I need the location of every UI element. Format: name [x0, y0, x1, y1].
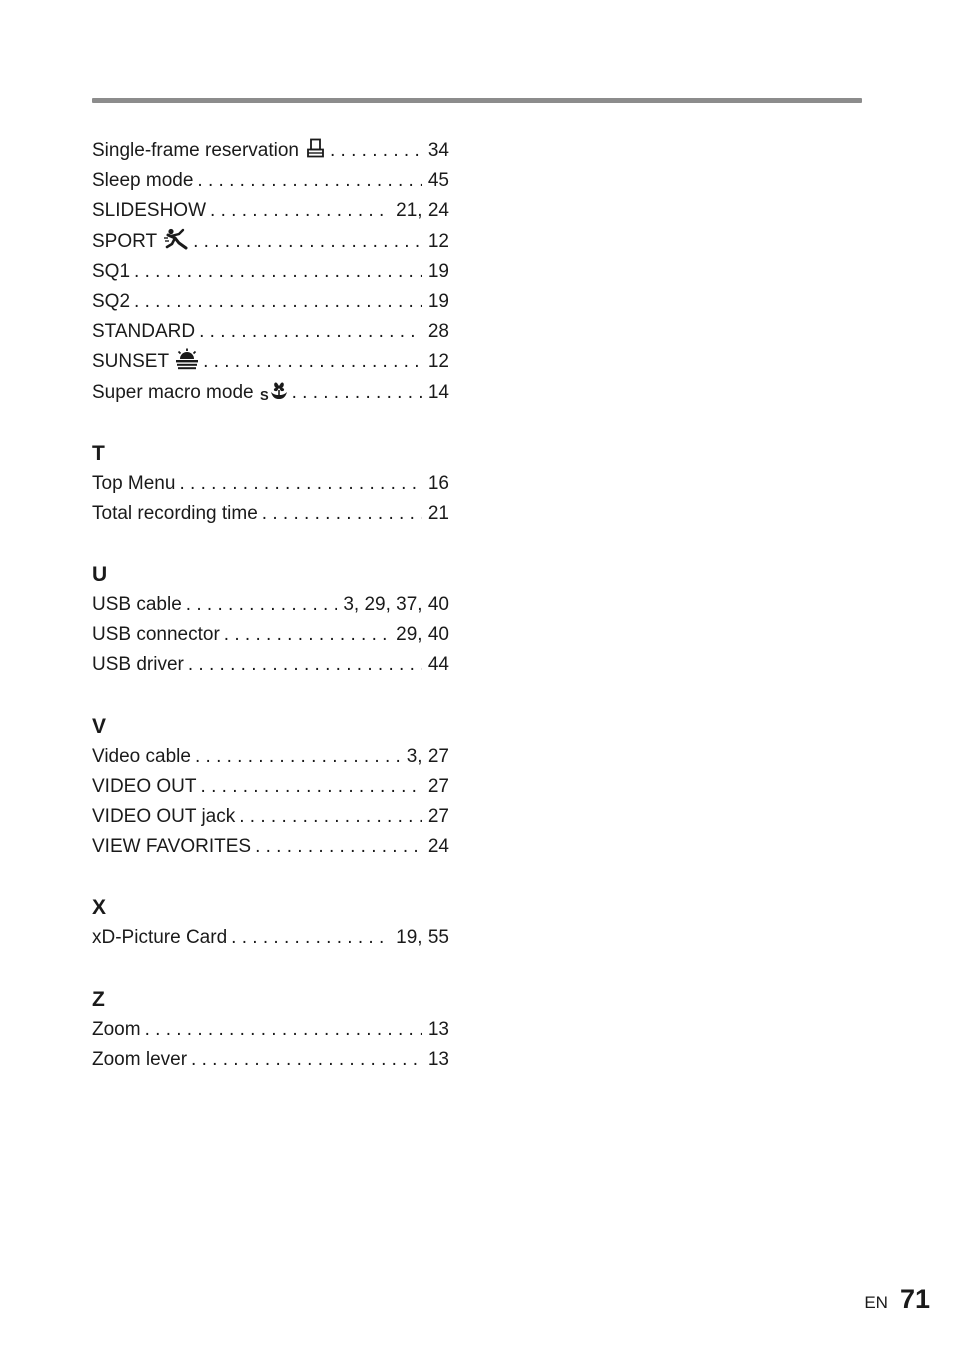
index-pages: 16 — [427, 472, 449, 494]
print-reservation-icon — [305, 138, 326, 169]
dot-leader — [224, 620, 390, 650]
index-pages: 3, 27 — [406, 745, 449, 767]
index-section-x — [92, 893, 449, 953]
index-section-s — [92, 136, 449, 408]
header-rule — [92, 98, 862, 103]
index-entry — [92, 832, 449, 862]
index-entry — [92, 802, 449, 832]
index-section-z — [92, 985, 449, 1075]
index-term: USB cable — [92, 594, 182, 616]
index-entry — [92, 166, 449, 196]
index-entry — [92, 590, 449, 620]
dot-leader — [199, 317, 422, 347]
dot-leader — [292, 378, 422, 408]
index-column — [92, 136, 449, 1075]
dot-leader — [210, 196, 390, 226]
dot-leader — [134, 287, 422, 317]
index-pages: 19 — [427, 260, 449, 282]
index-term: SPORT — [92, 227, 189, 260]
index-pages: 34 — [427, 140, 449, 161]
section-letter: V — [92, 714, 107, 738]
index-term: SQ2 — [92, 290, 131, 312]
index-term: Top Menu — [92, 472, 176, 494]
index-entry — [92, 317, 449, 347]
index-term: SUNSET — [92, 347, 199, 380]
dot-leader — [255, 832, 422, 862]
index-pages: 28 — [427, 321, 449, 343]
section-letter: Z — [92, 987, 105, 1011]
section-letter: X — [92, 896, 107, 920]
index-pages: 13 — [427, 1048, 449, 1070]
index-entry — [92, 378, 449, 408]
index-term: Zoom lever — [92, 1048, 188, 1070]
index-pages: 24 — [427, 836, 449, 858]
index-term: STANDARD — [92, 321, 196, 343]
index-term: Single-frame reservation — [92, 136, 326, 169]
index-term: VIDEO OUT jack — [92, 806, 236, 827]
index-pages: 3, 29, 37, 40 — [343, 594, 449, 616]
index-entry — [92, 469, 449, 499]
dot-leader — [193, 227, 422, 257]
page-number: 71 — [899, 1284, 930, 1314]
index-pages: 29, 40 — [396, 624, 449, 646]
dot-leader — [201, 772, 422, 802]
dot-leader — [188, 650, 422, 680]
index-pages: 44 — [427, 654, 449, 676]
index-entry — [92, 196, 449, 226]
index-pages: 12 — [427, 230, 449, 252]
index-section-u — [92, 560, 449, 681]
dot-leader — [134, 257, 422, 287]
index-term: Sleep mode — [92, 170, 194, 192]
dot-leader — [186, 590, 338, 620]
index-pages: 27 — [427, 806, 449, 827]
index-entry — [92, 136, 449, 166]
index-term: SQ1 — [92, 260, 131, 282]
index-entry — [92, 227, 449, 257]
index-term: VIEW FAVORITES — [92, 836, 252, 858]
index-pages: 13 — [427, 1018, 449, 1040]
index-entry — [92, 620, 449, 650]
index-pages: 21, 24 — [396, 200, 449, 222]
index-term: SLIDESHOW — [92, 200, 207, 222]
index-pages: 27 — [427, 775, 449, 797]
language-label: EN — [864, 1293, 888, 1312]
index-entry — [92, 499, 449, 529]
index-pages: 45 — [427, 170, 449, 192]
index-entry — [92, 347, 449, 377]
index-term: Total recording time — [92, 502, 258, 524]
page-footer — [864, 1284, 930, 1315]
dot-leader — [195, 742, 401, 772]
index-entry — [92, 287, 449, 317]
dot-leader — [239, 802, 422, 832]
svg-text:S: S — [259, 387, 269, 401]
dot-leader — [203, 347, 422, 377]
dot-leader — [179, 469, 421, 499]
index-entry — [92, 923, 449, 953]
dot-leader — [231, 923, 390, 953]
index-term: Zoom — [92, 1018, 141, 1040]
sport-mode-icon — [163, 228, 189, 260]
index-pages: 19, 55 — [396, 927, 449, 949]
section-letter: T — [92, 441, 105, 465]
sunset-mode-icon — [175, 348, 199, 380]
index-section-t — [92, 439, 449, 529]
index-entry — [92, 650, 449, 680]
dot-leader — [191, 1045, 422, 1075]
section-letter: U — [92, 563, 108, 587]
index-entry — [92, 1015, 449, 1045]
index-term: Video cable — [92, 745, 191, 767]
index-pages: 21 — [427, 502, 449, 524]
index-pages: 19 — [427, 290, 449, 312]
super-macro-icon — [260, 379, 288, 411]
index-term: xD-Picture Card — [92, 927, 228, 949]
index-entry — [92, 1045, 449, 1075]
index-entry — [92, 742, 449, 772]
index-term: USB connector — [92, 624, 220, 646]
index-pages: 12 — [427, 351, 449, 373]
index-entry — [92, 772, 449, 802]
index-entry — [92, 257, 449, 287]
dot-leader — [197, 166, 421, 196]
index-term: VIDEO OUT — [92, 775, 197, 797]
dot-leader — [145, 1015, 422, 1045]
index-term: Super macro mode S — [92, 378, 288, 411]
dot-leader — [330, 136, 422, 166]
dot-leader — [262, 499, 422, 529]
index-pages: 14 — [427, 381, 449, 403]
index-section-v — [92, 712, 449, 863]
index-term: USB driver — [92, 654, 184, 676]
